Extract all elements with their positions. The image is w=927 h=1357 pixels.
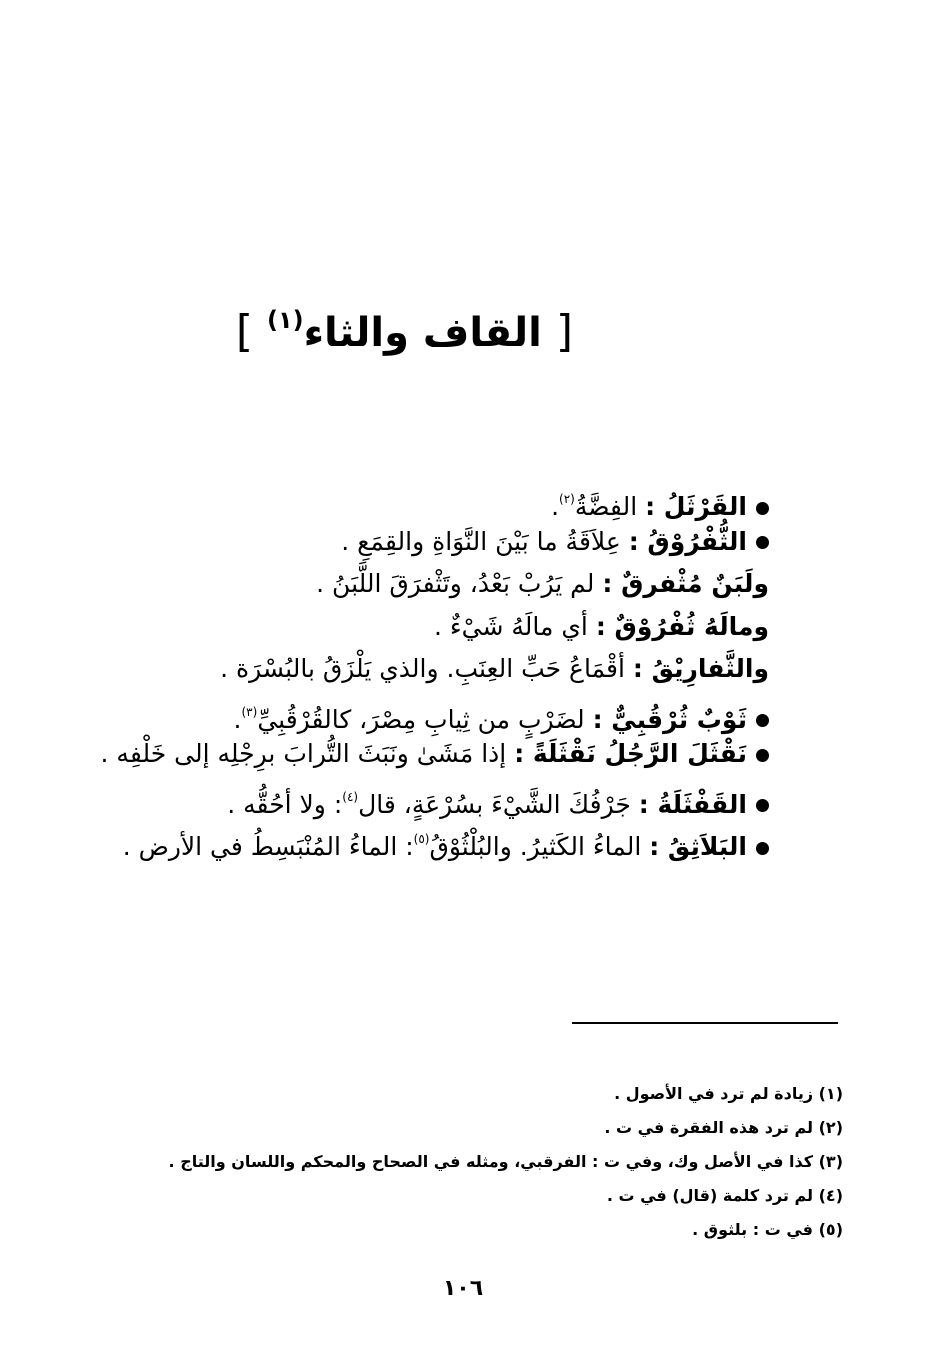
footnote-5: (٥) في ت : بلثوق .	[692, 1220, 843, 1239]
entry-definition: جَرْفُكَ الشَّيْءَ بسُرْعَةٍ، قال	[358, 789, 639, 819]
entry-3	[149, 563, 769, 606]
entry-definition: الماءُ الكَثيرُ. والبُلْثُوْقُ	[429, 832, 650, 861]
dictionary-entries	[100, 478, 769, 861]
entry-term: نَقْثَلَ الرَّجُلُ نَقْثَلَةً :	[514, 739, 747, 768]
heading-close-bracket: ]	[235, 306, 254, 357]
bullet-icon	[756, 536, 769, 549]
entry-5	[149, 648, 769, 691]
entry-term: ولَبَنٌ مُثْفرقٌ :	[602, 569, 769, 598]
entry-definition: لم يَرُبْ بَعْدُ، وتَثْفرَقَ اللَّبَنُ .	[316, 569, 603, 598]
entry-term: القَرْثَلُ :	[645, 492, 747, 521]
entry-tail: : الماءُ المُنْبَسِطُ في الأرض .	[122, 832, 414, 861]
footnote-1: (١) زيادة لم ترد في الأصول .	[614, 1084, 843, 1103]
entry-1	[149, 478, 769, 521]
footnotes	[143, 1077, 843, 1247]
bullet-icon	[756, 799, 769, 812]
entry-2	[149, 521, 769, 564]
page-number: ١٠٦	[442, 1276, 484, 1301]
entry-7	[100, 733, 769, 776]
entry-term: البَلاَثِقُ :	[649, 832, 747, 861]
heading-title: القاف والثاء	[303, 310, 542, 356]
entry-definition: الفِضَّةُ	[574, 492, 646, 521]
entry-definition: عِلاَقَةُ ما بَيْنَ النَّوَاةِ والقِمَعِ .	[341, 526, 629, 556]
entry-8	[149, 776, 769, 819]
entry-term: والثَّفارِيْقُ :	[632, 654, 769, 683]
footnote-ref: (٤)	[342, 789, 359, 804]
footnote-divider	[572, 1022, 838, 1024]
footnote-ref: (٢)	[559, 492, 575, 506]
section-heading	[235, 288, 573, 365]
entry-definition: أي مالَهُ شَيْءٌ .	[433, 611, 596, 641]
footnote-ref: (٥)	[413, 832, 430, 846]
heading-open-bracket: [	[555, 306, 573, 357]
footnote-2: (٢) لم ترد هذه الفقرة في ت .	[604, 1118, 843, 1137]
footnote-4: (٤) لم ترد كلمة (قال) في ت .	[606, 1186, 843, 1205]
entry-4	[149, 606, 769, 649]
bullet-icon	[756, 714, 769, 727]
bullet-icon	[756, 842, 769, 855]
heading-footnote-ref: (١)	[266, 306, 304, 334]
entry-6	[149, 691, 769, 734]
entry-term: ومالَهُ ثُفْرُوْقٌ :	[595, 611, 769, 641]
entry-tail: : ولا أحُقُّه .	[227, 789, 343, 819]
entry-definition: إذا مَشَىٰ ونَبَثَ التُّرابَ برِجْلِه إلى خَلْفِه .	[100, 739, 515, 768]
entry-term: القَفْثَلَةُ :	[638, 789, 747, 819]
entry-tail: .	[233, 704, 242, 734]
footnote-ref: (٣)	[241, 704, 258, 719]
entry-term: الثُّفْرُوْقُ :	[628, 526, 747, 556]
bullet-icon	[756, 502, 769, 515]
entry-term: ثَوْبٌ ثُرْقُبِيٌّ :	[592, 704, 747, 734]
entry-definition: أقْمَاعُ حَبِّ العِنَبِ. والذي يَلْزَقُ بالبُسْرَة .	[220, 654, 633, 683]
entry-9	[122, 818, 769, 861]
bullet-icon	[756, 749, 769, 762]
entry-tail: .	[551, 492, 560, 521]
entry-definition: لضَرْبٍ من ثِيابِ مِصْرَ، كالقُرْقُبِيِّ	[257, 704, 593, 734]
footnote-3: (٣) كذا في الأصل وك، وفي ت : الفرقبي، ومثله في الصحاح والمحكم واللسان والتاج .	[168, 1152, 843, 1171]
